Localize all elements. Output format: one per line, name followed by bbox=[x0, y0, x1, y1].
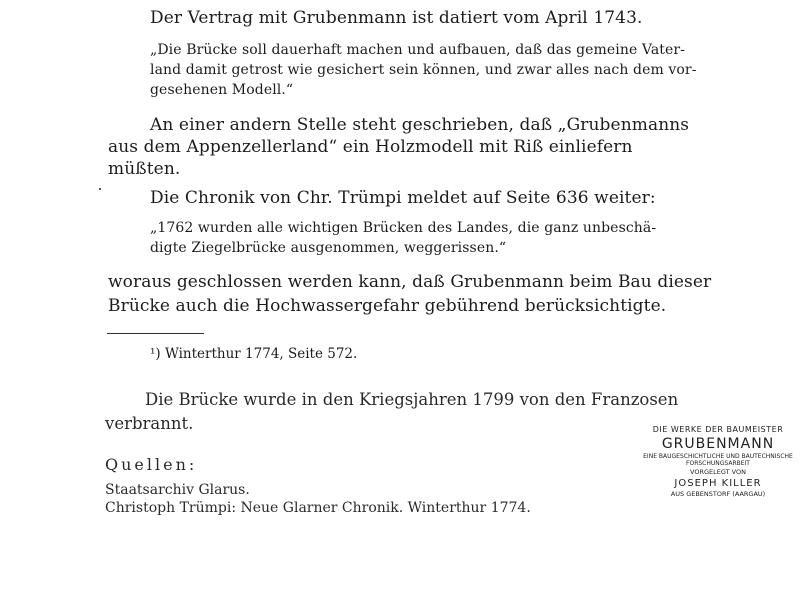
caption-series: DIE WERKE DER BAUMEISTER bbox=[652, 425, 784, 434]
print-speck bbox=[99, 188, 101, 190]
quote-line: gesehenen Modell.“ bbox=[150, 82, 294, 98]
sources-heading: Quellen: bbox=[105, 455, 198, 474]
text-line: aus dem Appenzellerland“ ein Holzmodell mit Riß einliefern bbox=[108, 137, 633, 157]
source-item: Christoph Trümpi: Neue Glarner Chronik. Winterthur 1774. bbox=[105, 500, 531, 516]
text-line: Die Brücke wurde in den Kriegsjahren 1799 von den Franzosen bbox=[145, 390, 679, 409]
quote-line: land damit getrost wie gesichert sein können, und zwar alles nach dem vor- bbox=[150, 62, 697, 78]
caption-title: GRUBENMANN bbox=[661, 436, 775, 452]
text-line: verbrannt. bbox=[105, 414, 194, 433]
quote-line: digte Ziegelbrücke ausgenommen, weggerissen.“ bbox=[150, 240, 507, 256]
caption-presented-by: VORGELEGT VON bbox=[690, 468, 746, 476]
caption-origin: AUS GEBENSTORF (AARGAU) bbox=[670, 490, 766, 498]
text-line: Brücke auch die Hochwassergefahr gebührend berücksichtigte. bbox=[108, 296, 667, 316]
text-line: woraus geschlossen werden kann, daß Grubenmann beim Bau dieser bbox=[108, 272, 712, 292]
quote-line: „Die Brücke soll dauerhaft machen und aufbauen, daß das gemeine Vater- bbox=[150, 42, 686, 58]
book-caption bbox=[638, 425, 798, 498]
footnote-rule bbox=[107, 333, 204, 334]
text-line: müßten. bbox=[108, 159, 181, 179]
text-line: An einer andern Stelle steht geschrieben, daß „Grubenmanns bbox=[150, 115, 690, 135]
caption-author: JOSEPH KILLER bbox=[674, 478, 762, 489]
text-line: Der Vertrag mit Grubenmann ist datiert vom April 1743. bbox=[150, 8, 643, 28]
text-line: Die Chronik von Chr. Trümpi meldet auf Seite 636 weiter: bbox=[150, 188, 656, 208]
source-item: Staatsarchiv Glarus. bbox=[105, 482, 250, 498]
quote-line: „1762 wurden alle wichtigen Brücken des Landes, die ganz unbeschä- bbox=[150, 220, 657, 236]
footnote: ¹) Winterthur 1774, Seite 572. bbox=[150, 346, 358, 362]
caption-subtitle: EINE BAUGESCHICHTLICHE UND BAUTECHNISCHE FORSCHUNGSARBEIT bbox=[643, 453, 793, 467]
